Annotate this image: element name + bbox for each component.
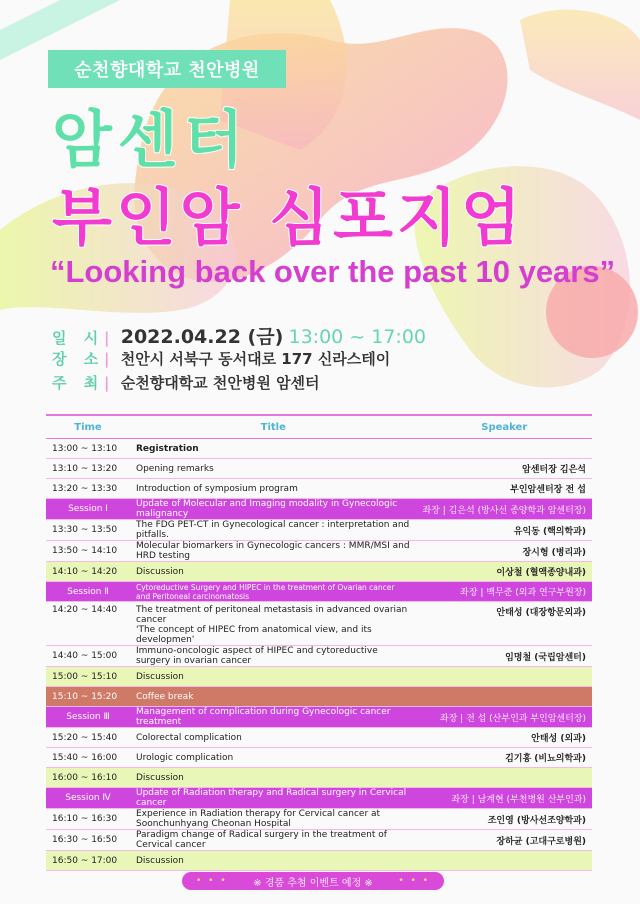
- table-header-row: [46, 415, 592, 439]
- row-title: Discussion: [136, 772, 184, 783]
- schedule-table: [46, 414, 592, 871]
- row-time: 16:00 ~ 16:10: [52, 772, 118, 783]
- row-speaker: [417, 439, 592, 459]
- row-title: Cytoreductive Surgery and HIPEC in the treatment of Ovarian cancer and Peritoneal carcinomatosis: [136, 582, 395, 601]
- event-place: 천안시 서북구 동서대로 177 신라스테이: [120, 350, 391, 368]
- row-speaker: 좌장 | 전 섭 (산부인과 부인암센터장): [439, 713, 586, 724]
- table-row: [46, 809, 592, 830]
- row-time: 16:10 ~ 16:30: [52, 814, 118, 824]
- row-time: Session Ⅰ: [68, 504, 108, 514]
- event-date: 2022.04.22 (금): [120, 326, 284, 348]
- row-speaker: 장시형 (병리과): [522, 547, 586, 558]
- row-time: 13:20 ~ 13:30: [52, 483, 118, 494]
- row-time: 16:30 ~ 16:50: [52, 835, 118, 845]
- row-title: Opening remarks: [136, 463, 214, 474]
- title-cancer-center: 암센터: [52, 103, 250, 176]
- event-notice-text: ※ 경품 추첨 이벤트 예정 ※: [253, 877, 373, 889]
- row-title: Management of complication during Gynecologic cancer treatment: [136, 707, 391, 727]
- table-row: [46, 541, 592, 562]
- row-time: 14:40 ~ 15:00: [52, 651, 118, 661]
- row-title: Update of Radiation therapy and Radical surgery in Cervical cancer: [136, 788, 407, 808]
- row-title: The treatment of peritoneal metastasis in advanced ovarian cancer: [136, 605, 408, 625]
- row-time: 15:40 ~ 16:00: [52, 752, 118, 763]
- session-row: [46, 707, 592, 728]
- row-speaker: 부인암센터장 전 섭: [510, 485, 586, 495]
- row-subtitle: 'The concept of HIPEC from anatomical view, and its developmen': [136, 625, 372, 645]
- row-time: 13:10 ~ 13:20: [52, 463, 118, 474]
- info-host-row: 주 최| 순천향대학교 천안병원 암센터: [52, 374, 320, 392]
- row-speaker: 좌장 | 남계현 (부천병원 산부인과): [451, 794, 586, 805]
- row-time: 15:10 ~ 15:20: [52, 691, 118, 702]
- row-speaker: 안태성 (외과): [531, 734, 586, 744]
- row-title: The FDG PET-CT in Gynecological cancer : interpretation and pitfalls.: [136, 520, 410, 540]
- table-row: [46, 646, 592, 667]
- row-speaker: [417, 687, 592, 707]
- row-title: Urologic complication: [136, 752, 234, 763]
- table-row: [46, 602, 592, 646]
- row-title: Immuno-oncologic aspect of HIPEC and cytoreductive surgery in ovarian cancer: [136, 646, 378, 666]
- row-time: Session Ⅱ: [67, 586, 109, 597]
- table-row: [46, 459, 592, 479]
- decor-dots-left: • • •: [196, 876, 228, 886]
- title-symposium: 부인암 심포지엄: [52, 181, 525, 254]
- hospital-name-badge: 순천향대학교 천안병원: [48, 50, 286, 88]
- row-speaker: 좌장 | 김은석 (방사선 종양학과 암센터장): [422, 505, 586, 516]
- row-time: 13:50 ~ 14:10: [52, 546, 118, 556]
- row-speaker: [417, 768, 592, 788]
- tagline: “Looking back over the past 10 years”: [50, 254, 616, 289]
- row-title-cell: [130, 602, 417, 646]
- row-time: 14:10 ~ 14:20: [52, 566, 118, 577]
- row-speaker: [417, 851, 592, 871]
- date-label: 일 시: [52, 329, 105, 347]
- row-time: 13:30 ~ 13:50: [52, 525, 118, 535]
- table-row: [46, 830, 592, 851]
- session-row: [46, 499, 592, 520]
- row-title: Discussion: [136, 855, 184, 866]
- info-place-row: 장 소| 천안시 서북구 동서대로 177 신라스테이: [52, 350, 391, 368]
- row-title: Experience in Radiation therapy for Cervical cancer at Soonchunhyang Cheonan Hospital: [136, 809, 381, 829]
- session-row: [46, 582, 592, 602]
- row-speaker: 안태성 (대장항문외과): [496, 608, 586, 618]
- row-title: Paradigm change of Radical surgery in the treatment of Cervical cancer: [136, 830, 387, 850]
- host-label: 주 최: [52, 374, 105, 392]
- row-time: Session Ⅲ: [66, 712, 110, 722]
- table-row: [46, 439, 592, 459]
- row-speaker: 임명철 (국립암센터): [505, 652, 586, 663]
- table-row: [46, 728, 592, 748]
- row-time: 16:50 ~ 17:00: [52, 855, 118, 866]
- row-speaker: 조인영 (방사선조양학과): [487, 815, 586, 826]
- row-title: Molecular biomarkers in Gynecologic cancers : MMR/MSI and HRD testing: [136, 541, 410, 561]
- table-row: [46, 562, 592, 582]
- header-speaker: Speaker: [417, 415, 592, 439]
- row-title: Colorectal complication: [136, 732, 242, 743]
- row-time: 14:20 ~ 14:40: [52, 605, 118, 615]
- row-speaker: 김기홍 (비뇨의학과): [505, 754, 586, 764]
- row-title: Registration: [136, 443, 199, 454]
- row-speaker: 암센터장 김은석: [522, 465, 586, 475]
- event-host: 순천향대학교 천안병원 암센터: [120, 374, 320, 392]
- info-date-row: 일 시| 2022.04.22 (금) 13:00 ~ 17:00: [52, 326, 427, 348]
- row-time: 15:00 ~ 15:10: [52, 671, 118, 682]
- row-speaker: [417, 667, 592, 687]
- table-row: [46, 687, 592, 707]
- row-title: Discussion: [136, 671, 184, 682]
- session-row: [46, 788, 592, 809]
- place-label: 장 소: [52, 350, 105, 368]
- row-time: 15:20 ~ 15:40: [52, 732, 118, 743]
- row-time: 13:00 ~ 13:10: [52, 443, 118, 454]
- table-row: [46, 667, 592, 687]
- decor-dots-right: • • •: [398, 876, 430, 886]
- row-title: Update of Molecular and Imaging modality in Gynecologic malignancy: [136, 499, 398, 519]
- table-row: [46, 851, 592, 871]
- row-speaker: 좌장 | 백무준 (외과 연구부원장): [460, 588, 586, 598]
- table-row: [46, 768, 592, 788]
- header-title: Title: [130, 415, 417, 439]
- table-row: [46, 479, 592, 499]
- event-notice-pill: [182, 872, 444, 890]
- event-time: 13:00 ~ 17:00: [288, 326, 427, 348]
- table-row: [46, 520, 592, 541]
- header-time: Time: [46, 415, 130, 439]
- row-title: Discussion: [136, 566, 184, 577]
- row-time: Session Ⅳ: [65, 793, 111, 803]
- row-title: Introduction of symposium program: [136, 483, 298, 494]
- table-row: [46, 748, 592, 768]
- row-speaker: 이상철 (혈액종양내과): [496, 568, 586, 578]
- row-speaker: 유익동 (핵의학과): [513, 526, 586, 537]
- row-speaker: 장하균 (고대구로병원): [496, 836, 586, 847]
- row-title: Coffee break: [136, 691, 194, 702]
